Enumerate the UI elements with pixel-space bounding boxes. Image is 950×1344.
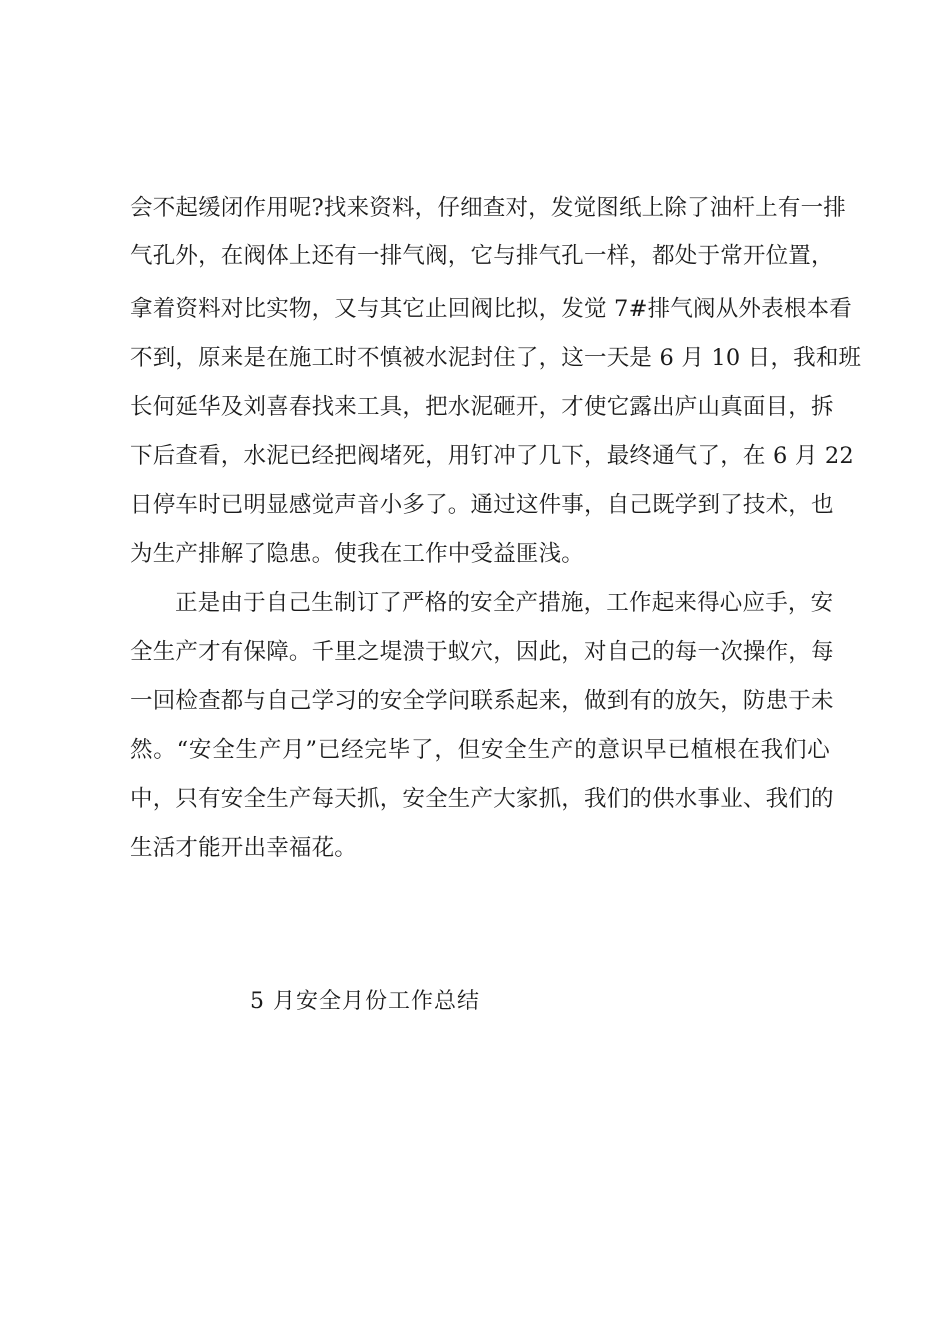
section-title: 5 月安全月份工作总结 — [250, 989, 480, 1014]
paragraph-1-line-1: 会不起缓闭作用呢?找来资料，仔细查对，发觉图纸上除了油杆上有一排 — [130, 195, 846, 221]
paragraph-1-line-8: 为生产排解了隐患。使我在工作中受益匪浅。 — [130, 541, 585, 567]
paragraph-1-line-3: 拿着资料对比实物，又与其它止回阀比拟，发觉 7#排气阀从外表根本看 — [130, 296, 852, 322]
paragraph-2-line-4: 然。“安全生产月”已经完毕了，但安全生产的意识早已植根在我们心 — [130, 737, 830, 763]
paragraph-2-line-3: 一回检查都与自己学习的安全学问联系起来，做到有的放矢，防患于未 — [130, 688, 834, 714]
paragraph-1-line-7: 日停车时已明显感觉声音小多了。通过这件事，自己既学到了技术，也 — [130, 492, 834, 518]
paragraph-1-line-4: 不到，原来是在施工时不慎被水泥封住了，这一天是 6 月 10 日，我和班 — [130, 345, 862, 371]
paragraph-2-line-1: 正是由于自己生制订了严格的安全产措施，工作起来得心应手，安 — [175, 590, 834, 616]
paragraph-1-line-6: 下后查看，水泥已经把阀堵死，用钉冲了几下，最终通气了，在 6 月 22 — [130, 443, 854, 469]
paragraph-1-line-2: 气孔外，在阀体上还有一排气阀，它与排气孔一样，都处于常开位置， — [130, 243, 834, 269]
paragraph-2-line-5: 中，只有安全生产每天抓，安全生产大家抓，我们的供水事业、我们的 — [130, 786, 834, 812]
paragraph-2-line-6: 生活才能开出幸福花。 — [130, 835, 358, 861]
paragraph-2-line-2: 全生产才有保障。千里之堤溃于蚁穴，因此，对自己的每一次操作，每 — [130, 639, 834, 665]
paragraph-1-line-5: 长何延华及刘喜春找来工具，把水泥砸开，才使它露出庐山真面目，拆 — [130, 394, 834, 420]
